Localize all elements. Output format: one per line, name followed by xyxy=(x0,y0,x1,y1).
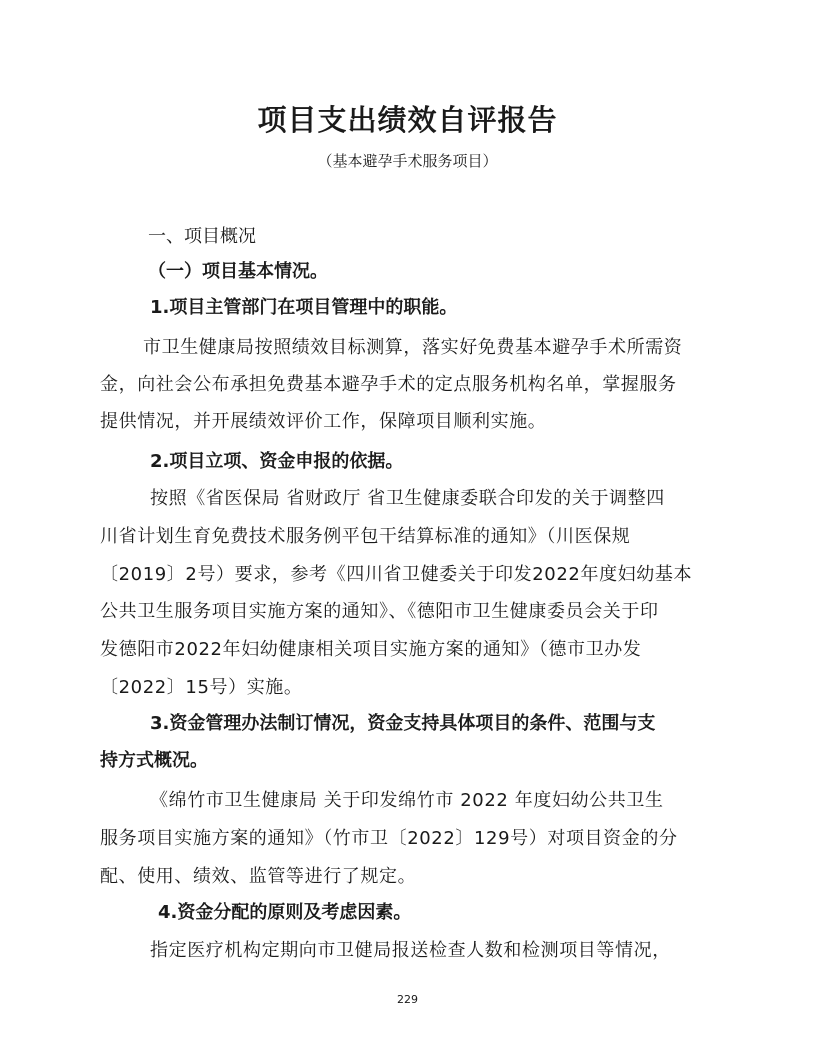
page-subtitle: （基本避孕手术服务项目） xyxy=(317,152,498,170)
section-heading: 一、项目概况 xyxy=(148,226,256,247)
item-heading-4: 4.资金分配的原则及考虑因素。 xyxy=(158,902,412,923)
paragraph-line: 川省计划生育免费技术服务例平包干结算标准的通知》（川医保规 xyxy=(100,526,631,547)
paragraph-line: 按照《省医保局 省财政厅 省卫生健康委联合印发的关于调整四 xyxy=(150,488,665,509)
paragraph-line: 《绵竹市卫生健康局 关于印发绵竹市 2022 年度妇幼公共卫生 xyxy=(150,790,664,811)
item-heading-3: 3.资金管理办法制订情况，资金支持具体项目的条件、范围与支 xyxy=(150,713,656,734)
paragraph-line: 发德阳市2022年妇幼健康相关项目实施方案的通知》（德市卫办发 xyxy=(100,639,642,660)
paragraph-line: 公共卫生服务项目实施方案的通知》、《德阳市卫生健康委员会关于印 xyxy=(100,601,659,622)
subsection-heading: （一）项目基本情况。 xyxy=(148,261,328,282)
item-heading-1: 1.项目主管部门在项目管理中的职能。 xyxy=(150,297,458,318)
paragraph-line: 服务项目实施方案的通知》（竹市卫〔2022〕129号）对项目资金的分 xyxy=(100,828,678,849)
paragraph-line: 指定医疗机构定期向市卫健局报送检查人数和检测项目等情况， xyxy=(150,940,671,961)
paragraph-line: 市卫生健康局按照绩效目标测算，落实好免费基本避孕手术所需资 xyxy=(143,337,683,358)
item-heading-3-cont: 持方式概况。 xyxy=(100,750,208,771)
paragraph-line: 〔2019〕2号）要求，参考《四川省卫健委关于印发2022年度妇幼基本 xyxy=(100,564,693,585)
page-number: 229 xyxy=(397,993,418,1006)
paragraph-line: 〔2022〕15号）实施。 xyxy=(100,677,303,698)
paragraph-line: 金，向社会公布承担免费基本避孕手术的定点服务机构名单，掌握服务 xyxy=(100,374,677,395)
paragraph-line: 配、使用、绩效、监管等进行了规定。 xyxy=(100,866,417,887)
paragraph-line: 提供情况，并开展绩效评价工作，保障项目顺利实施。 xyxy=(100,411,547,432)
page-title: 项目支出绩效自评报告 xyxy=(257,103,558,137)
item-heading-2: 2.项目立项、资金申报的依据。 xyxy=(150,451,404,472)
